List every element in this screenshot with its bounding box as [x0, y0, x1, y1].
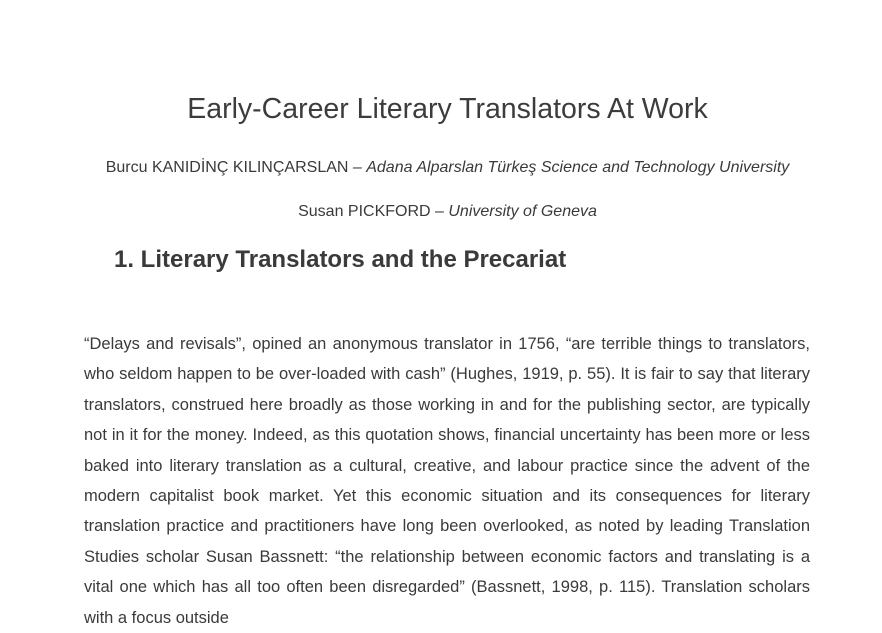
author-affiliation-2: University of Geneva — [448, 203, 597, 220]
author-separator-2: – — [430, 203, 449, 220]
author-line-1 — [0, 158, 882, 178]
author-affiliation-1: Adana Alparslan Türkeş Science and Technology University — [366, 159, 790, 176]
body-paragraph: “Delays and revisals”, opined an anonymous translator in 1756, “are terrible things to translators, who seldom happen to be over-loaded with cash” (Hughes, 1919, p. 55). It is fair to say that literary translators, construed here broadly as those working in and for the publishing sector, are typically not in it for the money. Indeed, as this quotation shows, financial uncertainty has been more or less baked into literary translation as a cultural, creative, and labour practice since the advent of the modern capitalist book market. Yet this economic situation and its consequences for literary translation practice and practitioners have long been overlooked, as noted by leading Translation Studies scholar Susan Bassnett: “the relationship between economic factors and translating is a vital one which has all too often been disregarded” (Bassnett, 1998, p. 115). Translation scholars with a focus outside — [84, 335, 810, 627]
author-separator-1: – — [348, 159, 367, 176]
author-line-2 — [0, 202, 882, 222]
section-heading: 1. Literary Translators and the Precariat — [114, 246, 567, 273]
author-name-2: Susan PICKFORD — [298, 203, 431, 220]
document-title: Early-Career Literary Translators At Work — [187, 93, 708, 125]
author-name-1: Burcu KANIDİNÇ KILINÇARSLAN — [105, 159, 349, 176]
